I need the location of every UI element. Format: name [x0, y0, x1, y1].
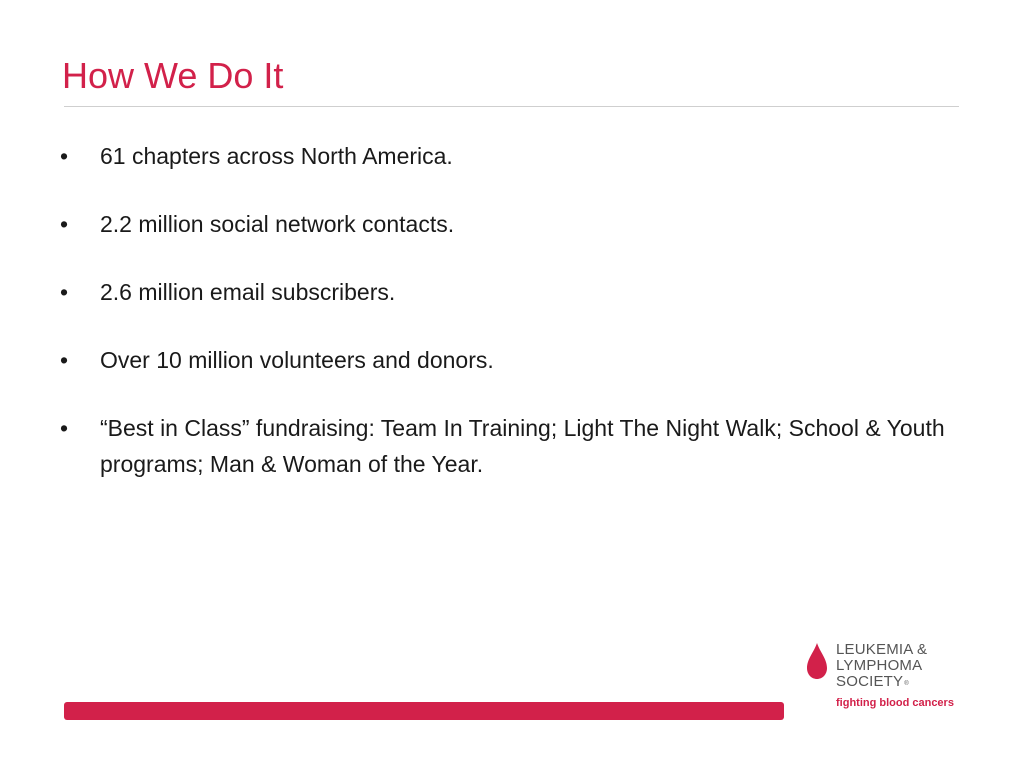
logo-tagline: fighting blood cancers	[836, 697, 954, 709]
bullet-text: 2.6 million email subscribers.	[100, 279, 396, 305]
bullet-item	[60, 274, 955, 310]
bullet-item	[60, 206, 955, 242]
blood-drop-icon	[806, 642, 828, 680]
bullet-icon: •	[60, 347, 69, 373]
logo-wordmark	[836, 642, 986, 710]
bullet-icon: •	[60, 143, 69, 169]
title-divider	[64, 106, 959, 107]
slide-title: How We Do It	[62, 55, 284, 96]
logo-line-1: LEUKEMIA &	[836, 641, 928, 658]
bullet-text: 61 chapters across North America.	[100, 143, 453, 169]
bullet-item	[60, 410, 955, 482]
bullet-text: “Best in Class” fundraising: Team In Training; Light The Night Walk; School & Youth programs; Man & Woman of the Year.	[100, 415, 945, 477]
logo-line-2: LYMPHOMA	[836, 657, 923, 674]
bullet-text: Over 10 million volunteers and donors.	[100, 347, 494, 373]
logo-line-3	[836, 674, 986, 690]
bullet-list	[60, 138, 955, 514]
lls-logo	[806, 642, 986, 718]
registered-mark: ®	[904, 681, 909, 687]
bullet-item	[60, 138, 955, 174]
bullet-text: 2.2 million social network contacts.	[100, 211, 455, 237]
bullet-icon: •	[60, 415, 69, 441]
bullet-icon: •	[60, 279, 69, 305]
bullet-item	[60, 342, 955, 378]
footer-accent-bar	[64, 702, 784, 720]
logo-line-3-text: SOCIETY	[836, 673, 904, 690]
bullet-icon: •	[60, 211, 69, 237]
